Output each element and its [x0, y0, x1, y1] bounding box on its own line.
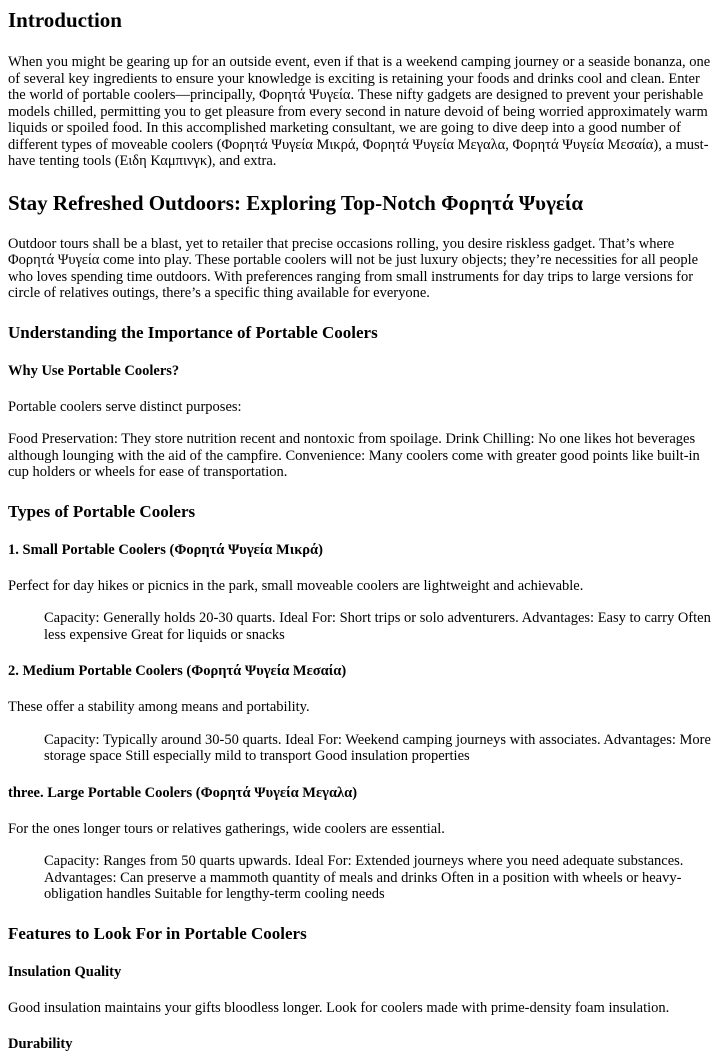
understanding-heading: Understanding the Importance of Portable Coolers [8, 322, 378, 342]
insulation-heading: Insulation Quality [8, 963, 122, 980]
small-coolers-paragraph: Perfect for day hikes or picnics in the park, small moveable coolers are lightweight and achievable. [8, 577, 584, 594]
why-use-paragraph-2: Food Preservation: They store nutrition recent and nontoxic from spoilage. Drink Chilling: No one likes hot beverages although lounging with the aid of the campfire. Convenience: Many coolers come with greater good points like built-in cup holders or wheels for ease of transportation. [8, 431, 700, 480]
medium-coolers-paragraph: These offer a stability among means and portability. [8, 699, 310, 715]
medium-coolers-details: Capacity: Typically around 30-50 quarts. Ideal For: Weekend camping journeys with associates. Advantages: More storage space Still especially mild to transport Good insulation properties [44, 731, 711, 764]
large-coolers-heading: three. Large Portable Coolers (Φορητά Ψυγεία Μεγαλα) [8, 784, 358, 801]
why-use-heading: Why Use Portable Coolers? [8, 362, 180, 379]
large-coolers-details: Capacity: Ranges from 50 quarts upwards. Ideal For: Extended journeys where you need adequate substances. Advantages: Can preserve a mammoth quantity of meals and drinks Often in a position with wheels or heavy-obligation handles Suitable for lengthy-term cooling needs [44, 853, 684, 902]
types-heading: Types of Portable Coolers [8, 501, 196, 521]
features-heading: Features to Look For in Portable Coolers [8, 923, 307, 943]
small-coolers-heading: 1. Small Portable Coolers (Φορητά Ψυγεία Μικρά) [8, 541, 323, 558]
article [0, 8, 720, 1053]
stay-refreshed-heading: Stay Refreshed Outdoors: Exploring Top-Notch Φορητά Ψυγεία [8, 190, 584, 215]
insulation-paragraph: Good insulation maintains your gifts bloodless longer. Look for coolers made with prime-density foam insulation. [8, 999, 670, 1016]
small-coolers-details: Capacity: Generally holds 20-30 quarts. Ideal For: Short trips or solo adventurers. Advantages: Easy to carry Often less expensive Great for liquids or snacks [44, 610, 711, 643]
intro-paragraph: When you might be gearing up for an outside event, even if that is a weekend camping journey or a seaside bonanza, one of several key ingredients to ensure your knowledge is exciting is retaining your foods and drinks cool and clean. Enter the world of portable coolers—principally, Φορητά Ψυγεία. These nifty gadgets are designed to prevent your perishable models chilled, permitting you to get pleasure from every second in nature devoid of being worried approximately warm liquids or spoiled food. In this accomplished marketing consultant, we are going to dive deep into a good number of different types of moveable coolers (Φορητά Ψυγεία Μικρά, Φορητά Ψυγεία Μεγαλα, Φορητά Ψυγεία Μεσαία), a must-have tenting tools (Ειδη Καμπινγκ), and extra. [8, 54, 711, 169]
stay-refreshed-paragraph: Outdoor tours shall be a blast, yet to retailer that precise occasions rolling, you desire riskless gadget. That’s where Φορητά Ψυγεία come into play. These portable coolers will not be just luxury objects; they’re necessities for all people who loves spending time outdoors. With preferences ranging from small instruments for day trips to large versions for circle of relatives outings, there’s a specific thing available for everyone. [8, 235, 699, 301]
medium-coolers-heading: 2. Medium Portable Coolers (Φορητά Ψυγεία Μεσαία) [8, 663, 347, 679]
large-coolers-paragraph: For the ones longer tours or relatives gatherings, wide coolers are essential. [8, 820, 445, 837]
intro-heading: Introduction [8, 8, 122, 32]
why-use-paragraph-1: Portable coolers serve distinct purposes: [8, 398, 242, 415]
durability-heading: Durability [8, 1036, 73, 1052]
